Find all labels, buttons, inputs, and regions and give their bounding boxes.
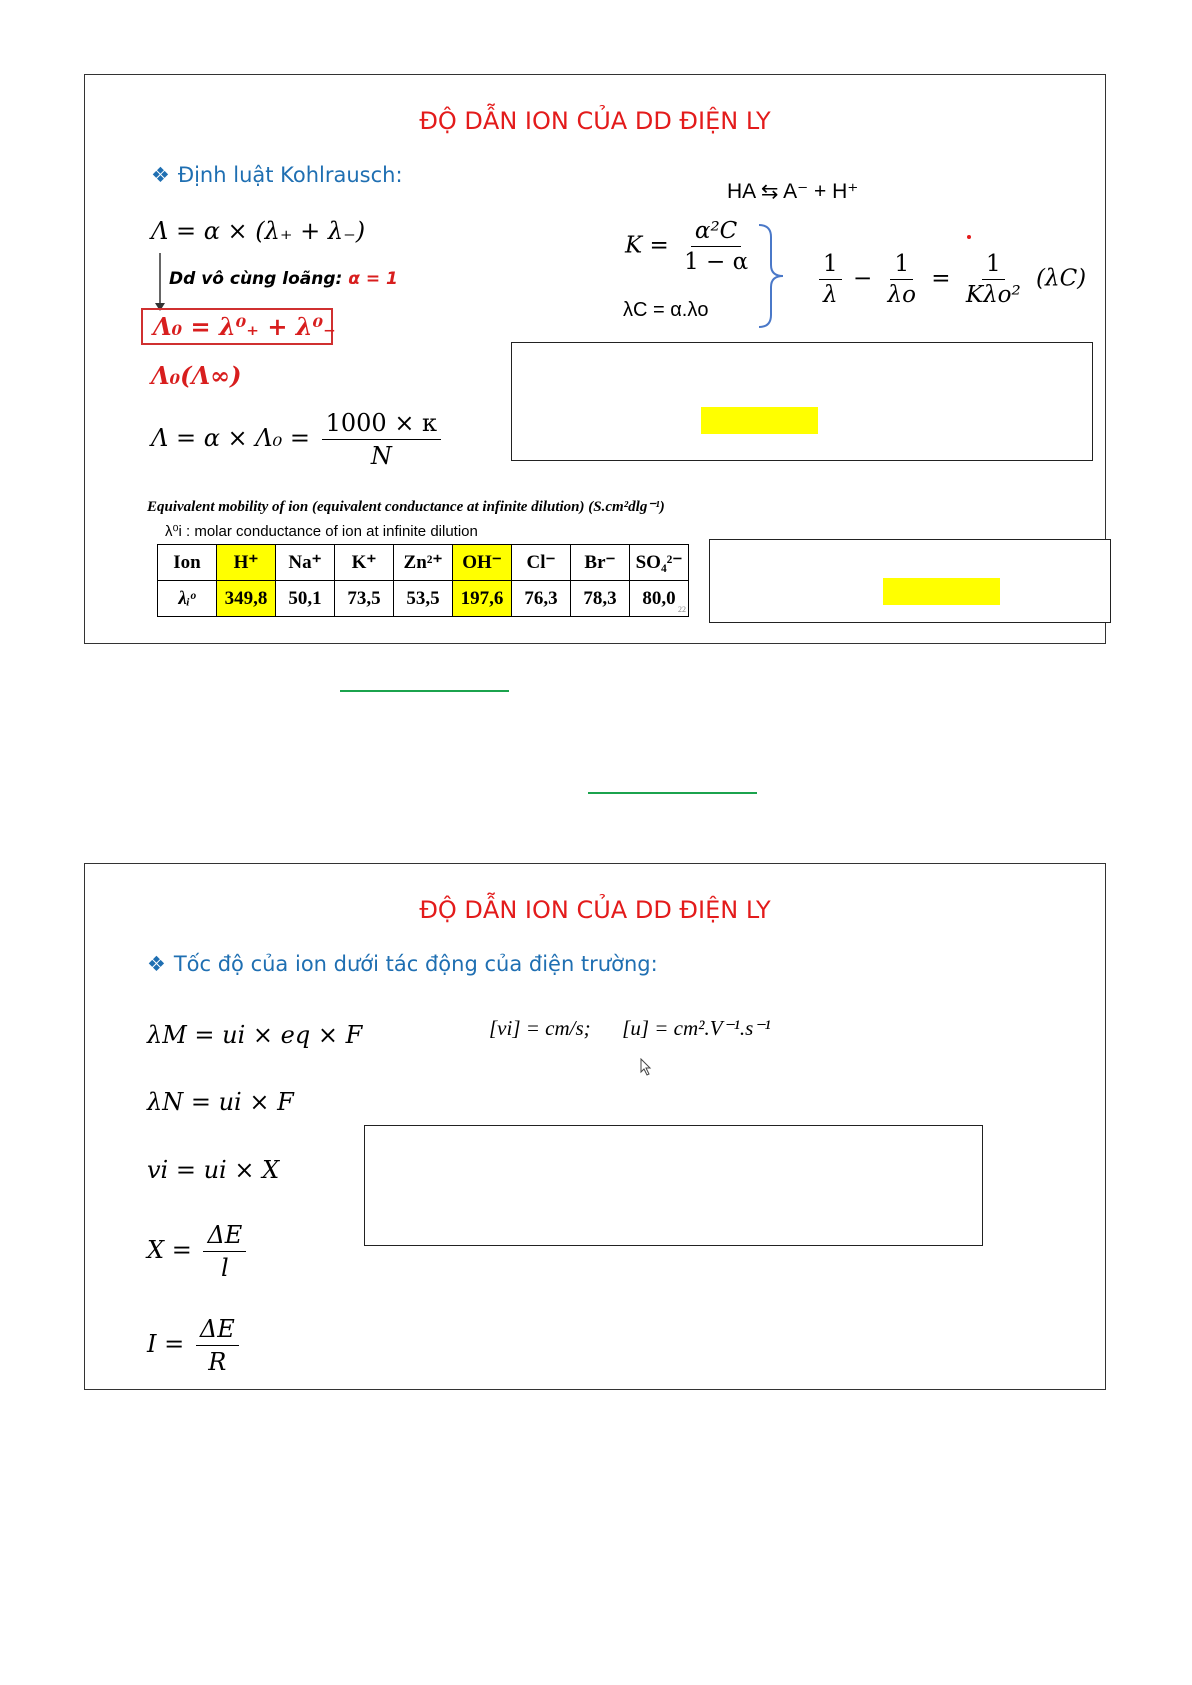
ostwald-frac-3 bbox=[962, 251, 1025, 308]
conductance-denominator: N bbox=[370, 442, 392, 470]
ostwald-num-2: 1 bbox=[890, 251, 913, 280]
table-cell: 53,5 bbox=[394, 581, 453, 617]
green-underline bbox=[588, 792, 757, 794]
table-cell: Cl⁻ bbox=[512, 545, 571, 581]
conductance-lhs: Λ = α × Λ₀ = bbox=[151, 424, 310, 452]
blank-answer-box-2 bbox=[709, 539, 1111, 623]
ostwald-num-1: 1 bbox=[819, 251, 842, 280]
diamond-bullet-icon: ❖ bbox=[147, 952, 166, 976]
ostwald-den-2: λo bbox=[887, 282, 916, 308]
table-cell: 349,8 bbox=[217, 581, 276, 617]
table-cell: 197,6 bbox=[453, 581, 512, 617]
ostwald-den-1: λ bbox=[823, 282, 838, 308]
ostwald-minus: − bbox=[852, 265, 873, 292]
equation-lambda0: Λ₀ = λ⁰₊ + λ⁰₋ bbox=[153, 312, 336, 341]
table-cell: 76,3 bbox=[512, 581, 571, 617]
section-heading bbox=[151, 163, 403, 187]
table-cell: Na⁺ bbox=[276, 545, 335, 581]
slide-kohlrausch bbox=[84, 74, 1106, 644]
cursor-icon bbox=[640, 1058, 652, 1076]
blank-answer-box-1 bbox=[511, 342, 1093, 461]
heading-text: Tốc độ của ion dưới tác động của điện trường: bbox=[173, 952, 658, 976]
equation-field bbox=[147, 1221, 250, 1282]
table-caption: Equivalent mobility of ion (equivalent conductance at infinite dilution) (S.cm²dlg⁻¹) bbox=[147, 499, 665, 515]
equation-ostwald bbox=[815, 251, 1086, 308]
slide-title: ĐỘ DẪN ION CỦA DD ĐIỆN LY bbox=[419, 107, 771, 135]
table-row bbox=[158, 545, 689, 581]
table-cell: Ion bbox=[158, 545, 217, 581]
diamond-bullet-icon: ❖ bbox=[151, 163, 170, 187]
current-fraction bbox=[196, 1315, 239, 1376]
table-cell: OH⁻ bbox=[453, 545, 512, 581]
equation-lambda-n: λN = ui × F bbox=[147, 1088, 294, 1116]
table-cell: 73,5 bbox=[335, 581, 394, 617]
table-cell: 78,3 bbox=[571, 581, 630, 617]
limiting-conductance-box bbox=[141, 308, 336, 345]
k-denominator: 1 − α bbox=[684, 249, 749, 275]
dissociation-equation: HA ⇆ A⁻ + H⁺ bbox=[727, 180, 859, 203]
equation-conductance bbox=[151, 409, 445, 470]
blank-answer-box-3 bbox=[364, 1125, 983, 1246]
ostwald-tail: (λC) bbox=[1036, 265, 1087, 292]
ostwald-equals: = bbox=[931, 265, 951, 292]
red-dot bbox=[967, 235, 971, 239]
equation-k bbox=[625, 218, 756, 275]
table-cell bbox=[630, 581, 689, 617]
equation-lambda: Λ = α × (λ₊ + λ₋) bbox=[151, 217, 366, 245]
table-subcaption: λ⁰i : molar conductance of ion at infinite dilution bbox=[165, 523, 478, 540]
ostwald-num-3: 1 bbox=[982, 251, 1005, 280]
k-fraction bbox=[680, 218, 752, 275]
field-lhs: X = bbox=[147, 1236, 192, 1264]
cell-value: 80,0 bbox=[642, 587, 676, 609]
table-cell: 50,1 bbox=[276, 581, 335, 617]
highlight-mark bbox=[883, 578, 1000, 605]
table-row bbox=[158, 581, 689, 617]
table-cell: K⁺ bbox=[335, 545, 394, 581]
dilution-text: Dd vô cùng loãng: bbox=[169, 269, 343, 289]
alpha-value: α = 1 bbox=[348, 269, 398, 289]
highlight-mark bbox=[701, 407, 818, 434]
table-cell: Br⁻ bbox=[571, 545, 630, 581]
equation-velocity: vi = ui × X bbox=[147, 1156, 280, 1184]
equation-current bbox=[147, 1315, 243, 1376]
current-numerator: ΔE bbox=[196, 1315, 239, 1346]
table-cell: Zn²⁺ bbox=[394, 545, 453, 581]
equation-lambda-infinity: Λ₀(Λ∞) bbox=[151, 361, 242, 390]
field-numerator: ΔE bbox=[203, 1221, 246, 1252]
slide-title: ĐỘ DẪN ION CỦA DD ĐIỆN LY bbox=[419, 896, 771, 924]
page-number: 22 bbox=[678, 605, 686, 614]
conductance-fraction bbox=[322, 409, 441, 470]
ion-conductance-table bbox=[157, 544, 689, 617]
equation-lambda-m: λM = ui × eq × F bbox=[147, 1021, 363, 1049]
dilution-note bbox=[169, 269, 398, 289]
units-line: [vi] = cm/s; [u] = cm².V⁻¹.s⁻¹ bbox=[489, 1016, 771, 1040]
k-numerator: α²C bbox=[691, 218, 741, 247]
current-lhs: I = bbox=[147, 1330, 185, 1358]
green-underline bbox=[340, 690, 509, 692]
heading-text: Định luật Kohlrausch: bbox=[177, 163, 403, 187]
current-denominator: R bbox=[208, 1348, 227, 1376]
section-heading bbox=[147, 952, 658, 976]
arrow-down-icon bbox=[153, 253, 167, 313]
field-fraction bbox=[203, 1221, 246, 1282]
table-cell: H⁺ bbox=[217, 545, 276, 581]
slide-ion-velocity bbox=[84, 863, 1106, 1390]
brace-icon bbox=[757, 223, 793, 329]
conductance-numerator: 1000 × κ bbox=[322, 409, 441, 440]
field-denominator: l bbox=[221, 1254, 229, 1282]
table-cell: λᵢᵒ bbox=[158, 581, 217, 617]
table-cell: SO₄²⁻ bbox=[630, 545, 689, 581]
ostwald-den-3: Kλo² bbox=[965, 282, 1021, 308]
ostwald-frac-2 bbox=[884, 251, 920, 308]
k-lhs: K = bbox=[625, 232, 669, 259]
ostwald-frac-1 bbox=[819, 251, 842, 308]
equation-lambda-c: λC = α.λo bbox=[623, 299, 709, 321]
